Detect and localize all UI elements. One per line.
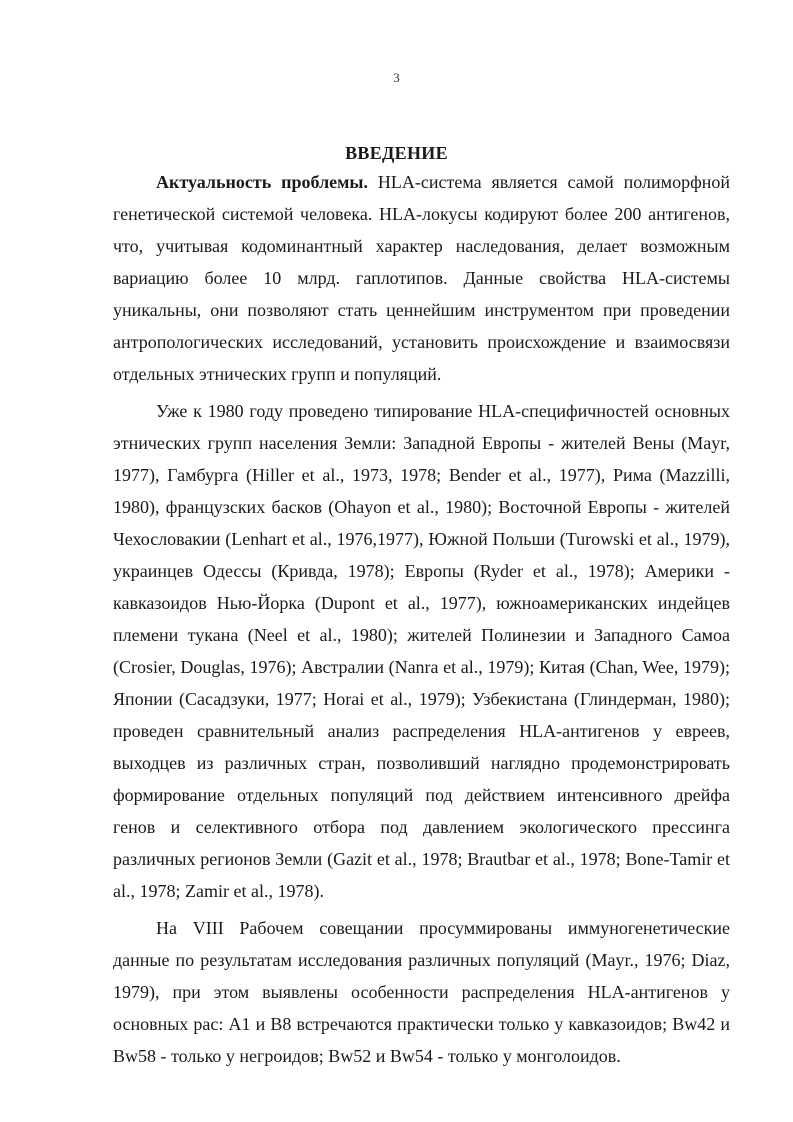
paragraph-text: HLA-система является самой полиморфной генетической системой человека. HLA-локусы кодируют более 200 антигенов, что, учитывая кодоминантный характер наследования, делает возможным вариацию более 10 млрд. гаплотипов. Данные свойства HLA-системы уникальны, они позволяют стать ценнейшим инструментом при проведении антропологических исследований, установить происхождение и взаимосвязи отдельных этнических групп и популяций. [113, 172, 730, 384]
paragraph-typing-history: Уже к 1980 году проведено типирование HLA-специфичностей основных этнических групп населения Земли: Западной Европы - жителей Вены (Mayr, 1977), Гамбурга (Hiller et al., 1973, 1978; Bender et al., 1977), Рима (Mazzilli, 1980), французских басков (Ohayon et al., 1980); Восточной Европы - жителей Чехословакии (Lenhart et al., 1976,1977), Южной Польши (Turowski et al., 1979), украинцев Одессы (Кривда, 1978); Европы (Ryder et al., 1978); Америки - кавказоидов Нью-Йорка (Dupont et al., 1977), южноамериканских индейцев племени тукана (Neel et al., 1980); жителей Полинезии и Западного Самоа (Crosier, Douglas, 1976); Австралии (Nanra et al., 1979); Китая (Chan, Wee, 1979); Японии (Сасадзуки, 1977; Horai et al., 1979); Узбекистана (Глиндерман, 1980); проведен сравнительный анализ распределения HLA-антигенов у евреев, выходцев из различных стран, позволивший наглядно продемонстрировать формирование отдельных популяций под действием интенсивного дрейфа генов и селективного отбора под давлением экологического прессинга различных регионов Земли (Gazit et al., 1978; Brautbar et al., 1978; Bone-Tamir et al., 1978; Zamir et al., 1978). [113, 401, 730, 901]
paragraph-relevance [113, 166, 730, 390]
paragraph-lead: Актуальность проблемы. [156, 172, 368, 192]
section-title: ВВЕДЕНИЕ [345, 143, 448, 163]
paragraph-workshop: На VIII Рабочем совещании просуммированы иммуногенетические данные по результатам исследования различных популяций (Mayr., 1976; Diaz, 1979), при этом выявлены особенности распределения HLA-антигенов у основных рас: A1 и B8 встречаются практически только у кавказоидов; Bw42 и Bw58 - только у негроидов; Bw52 и Bw54 - только у монголоидов. [113, 918, 730, 1066]
body-text [113, 166, 730, 1072]
page-number: 3 [393, 70, 400, 85]
